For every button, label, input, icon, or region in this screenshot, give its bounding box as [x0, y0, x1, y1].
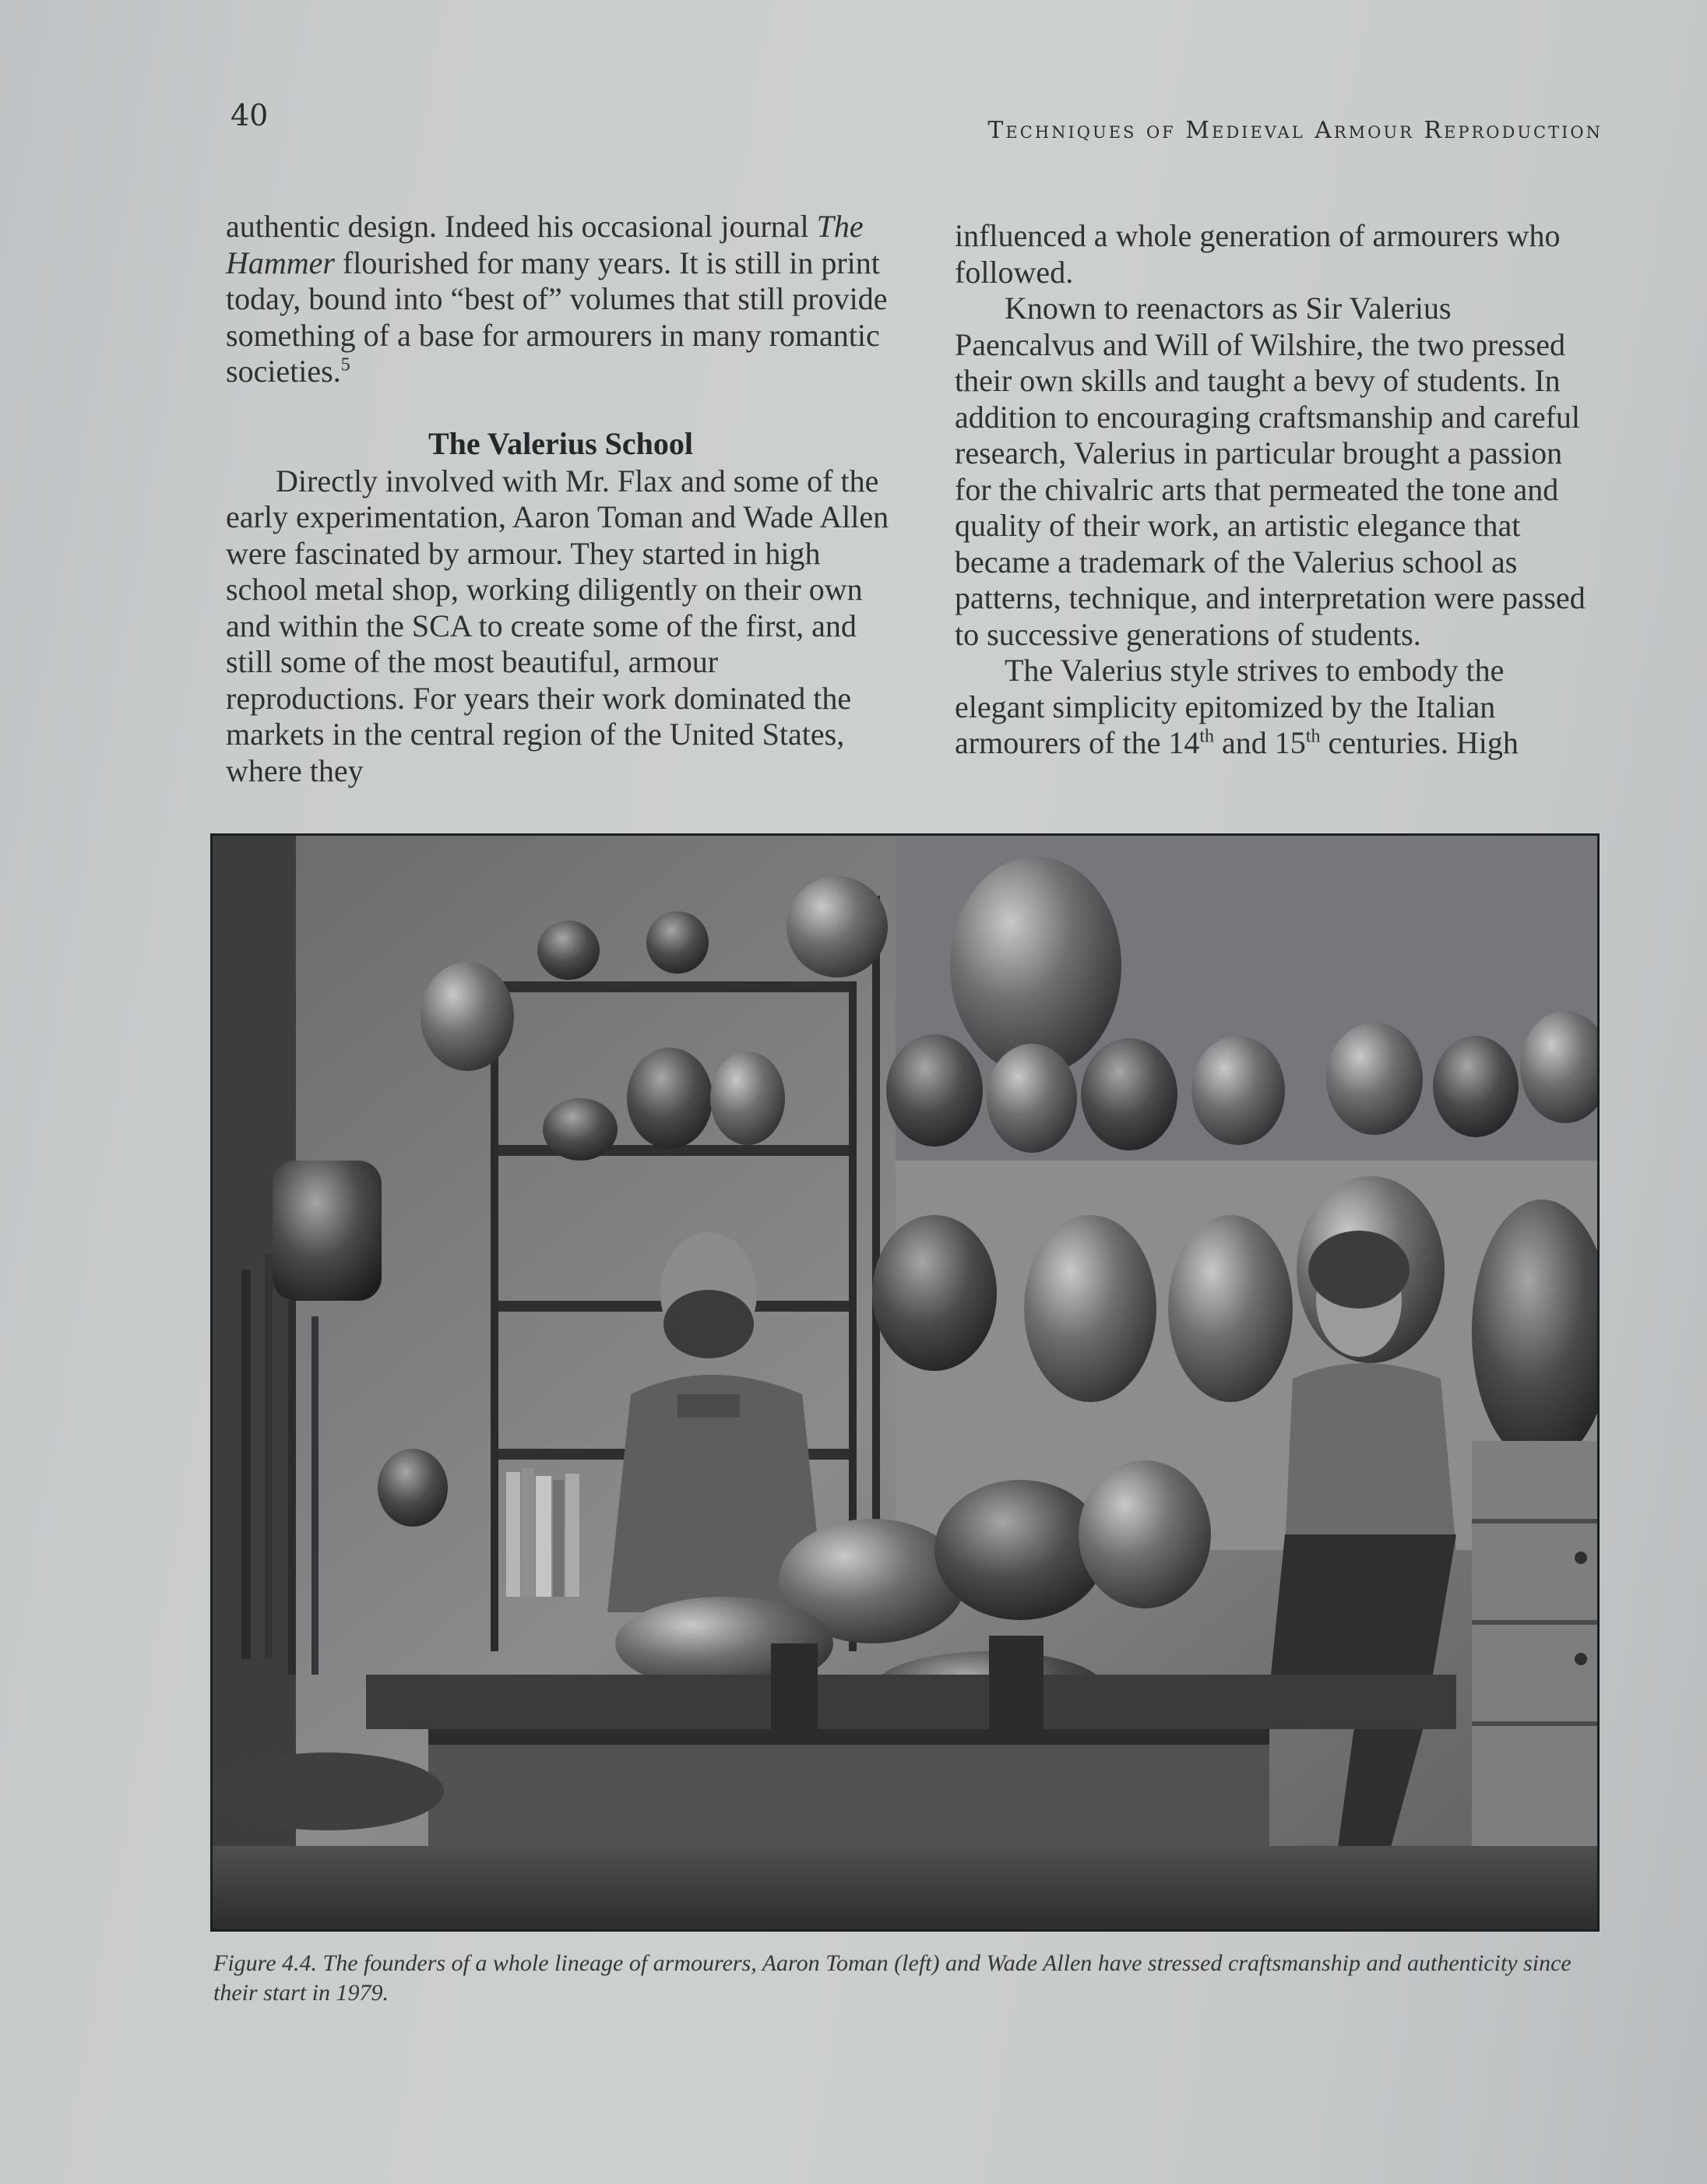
superscript-th-1: th — [1199, 726, 1215, 747]
paragraph-style-text-a: The Valerius style strives to embody the elegant simplicity epitomized by the Italian armourers of the 14 — [955, 653, 1505, 760]
paragraph-style — [955, 653, 1595, 762]
paragraph-journal-text-a: authentic design. Indeed his occasional journal — [226, 209, 817, 244]
journal-title: The Hammer — [226, 209, 864, 280]
paragraph-style-text-b: and 15 — [1214, 725, 1306, 760]
paragraph-reenactors: Known to reenactors as Sir Valerius Paencalvus and Will of Wilshire, the two pressed their own skills and taught a bevy of students. In addition to encouraging craftsmanship and careful research, Valerius in particular brought a passion for the chivalric arts that permeated the tone and quality of their work, an artistic elegance that became a trademark of the Valerius school as patterns, technique, and interpretation were passed to successive generations of students. — [955, 291, 1586, 652]
paragraph-influenced: influenced a whole generation of armourers who followed. — [955, 218, 1561, 290]
running-title: Techniques of Medieval Armour Reproduction — [987, 117, 1603, 144]
paragraph-journal-text-b: flourished for many years. It is still in print today, bound into “best of” volumes that still provide something of a base for armourers in many romantic societies. — [226, 245, 888, 389]
paragraph-valerius-intro: Directly involved with Mr. Flax and some of the early experimentation, Aaron Toman and Wade Allen were fascinated by armour. They started in high school metal shop, working diligently on their own and within the SCA to create some of the first, and still some of the most beautiful, armour reproductions. For years their work dominated the markets in the central region of the United States, where they — [226, 463, 889, 788]
superscript-th-2: th — [1305, 726, 1321, 747]
paragraph-style-text-c: centuries. High — [1320, 725, 1519, 760]
footnote-ref: 5 — [340, 354, 350, 375]
paragraph-journal — [226, 209, 896, 390]
left-column — [226, 209, 896, 789]
workshop-photo — [210, 833, 1600, 1932]
right-column — [955, 218, 1595, 762]
figure-caption: Figure 4.4. The founders of a whole lineage of armourers, Aaron Toman (left) and Wade Allen have stressed craftsmanship and authenticity since their start in 1979. — [213, 1950, 1571, 2006]
section-heading: The Valerius School — [428, 425, 694, 461]
page-number: 40 — [231, 98, 269, 132]
workshop-photo-illustration — [210, 833, 1600, 1932]
